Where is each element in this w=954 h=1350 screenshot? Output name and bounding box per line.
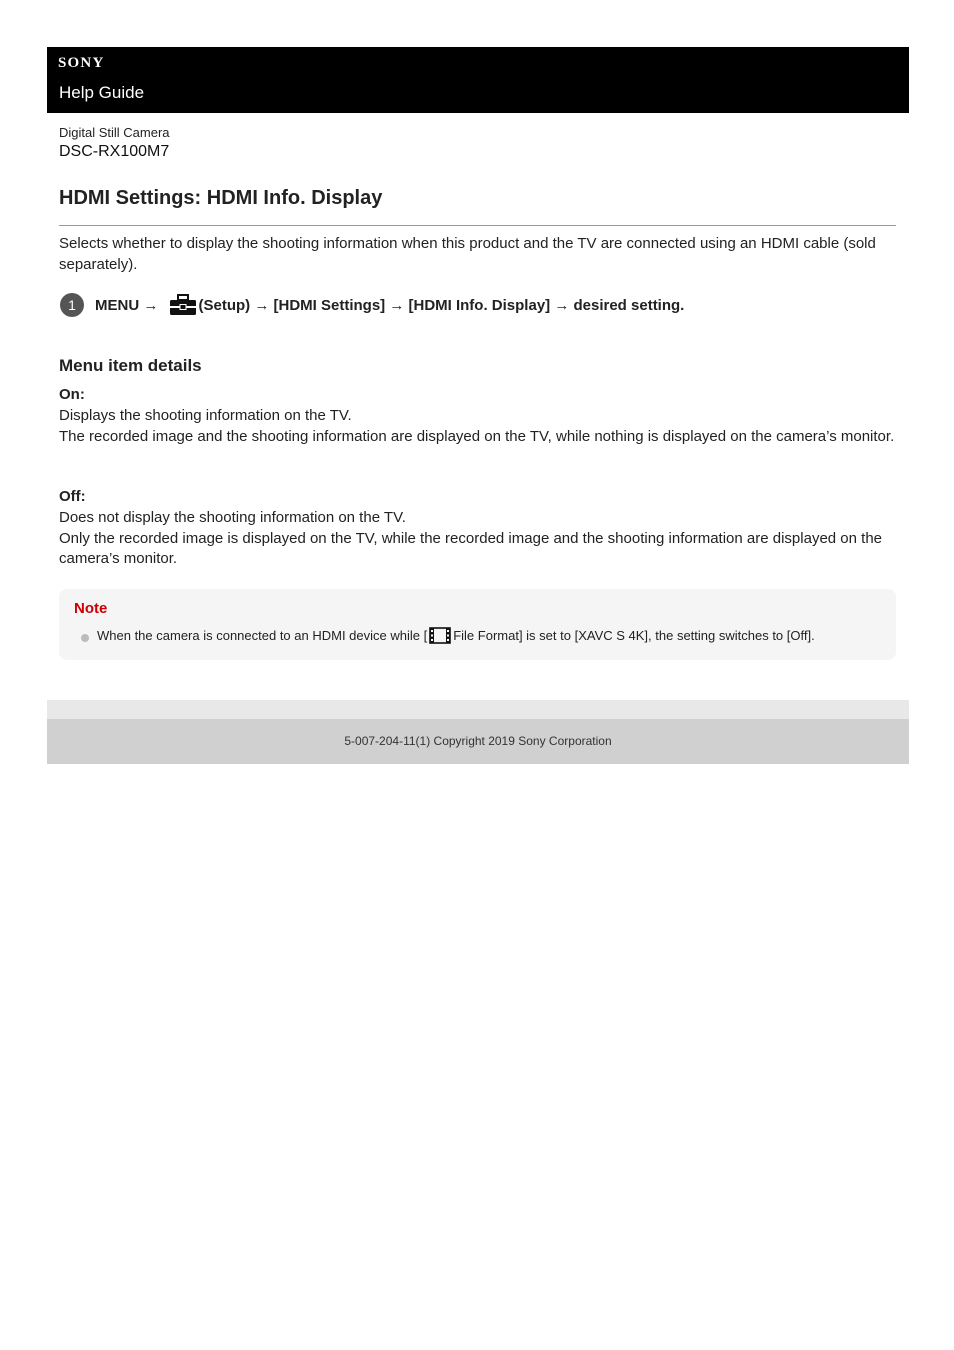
- step-number-badge: 1: [60, 293, 84, 317]
- header-bar: [47, 47, 909, 113]
- item-desc-off: [59, 508, 899, 570]
- footer-top-band: [47, 700, 909, 719]
- item-term-on: On:: [59, 386, 85, 403]
- item-desc-line: Does not display the shooting information on the TV.: [59, 509, 406, 526]
- movie-film-icon: [429, 627, 451, 644]
- setup-toolbox-icon: [169, 294, 197, 316]
- item-desc-line: Displays the shooting information on the TV.: [59, 407, 352, 424]
- page-title: HDMI Settings: HDMI Info. Display: [59, 187, 383, 209]
- bullet-icon: [81, 634, 89, 642]
- details-heading: Menu item details: [59, 356, 202, 375]
- item-desc-on: [59, 406, 899, 447]
- item-desc-line: The recorded image and the shooting information are displayed on the TV, while nothing is displayed on the camera’s monitor.: [59, 427, 895, 445]
- note-title: Note: [74, 600, 108, 617]
- title-divider: [59, 225, 896, 226]
- item-desc-line: Only the recorded image is displayed on the TV, while the recorded image and the shooting information are displayed on the camera’s monitor.: [59, 529, 883, 567]
- note-box: [59, 589, 896, 660]
- note-text: [97, 627, 815, 644]
- product-category: Digital Still Camera: [59, 125, 170, 140]
- product-model: DSC-RX100M7: [59, 143, 170, 160]
- sony-logo: SONY: [58, 55, 105, 71]
- item-term-off: Off:: [59, 488, 86, 505]
- copyright-text: 5-007-204-11(1) Copyright 2019 Sony Corporation: [344, 734, 612, 748]
- intro-text: Selects whether to display the shooting information when this product and the TV are connected using an HDMI cable (sold separately).: [59, 235, 876, 273]
- step-menu-text: MENU →: [95, 296, 163, 314]
- note-text-after: File Format] is set to [XAVC S 4K], the setting switches to [Off].: [453, 628, 815, 643]
- note-text-before: When the camera is connected to an HDMI device while [: [97, 628, 428, 643]
- step-instruction: [95, 294, 684, 316]
- help-guide-title: Help Guide: [59, 83, 145, 102]
- footer: [47, 719, 909, 764]
- step-path-text: (Setup) → [HDMI Settings] → [HDMI Info. Display] → desired setting.: [198, 296, 685, 314]
- step-1: [59, 291, 899, 317]
